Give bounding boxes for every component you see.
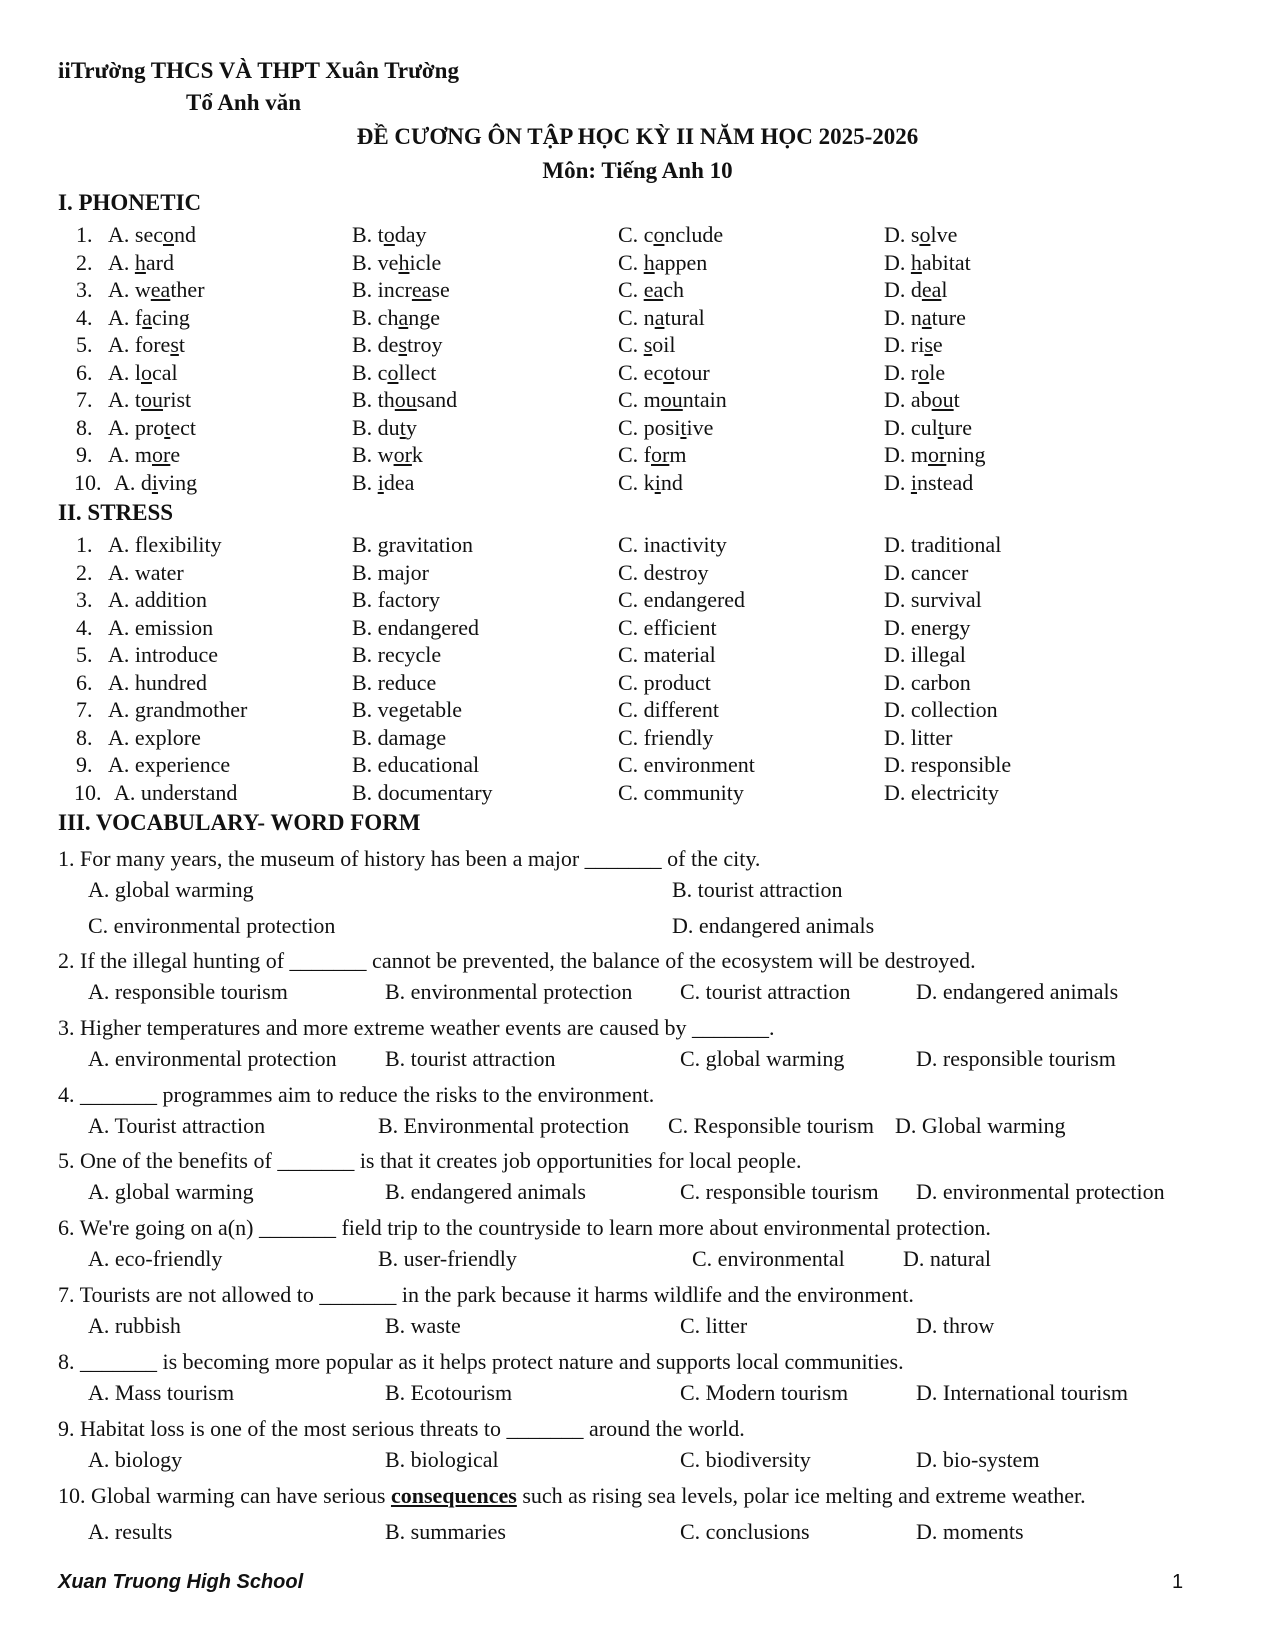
item-number: 10.: [74, 780, 102, 805]
phonetic-option: D. role: [884, 360, 946, 385]
stress-option: D. litter: [884, 725, 953, 750]
answer-option: B. tourist attraction: [672, 877, 843, 902]
phonetic-option: B. thousand: [352, 387, 458, 412]
underlined-sound: o: [653, 222, 665, 247]
answer-option: C. conclusions: [680, 1519, 810, 1544]
stress-option: A. experience: [108, 752, 231, 777]
answer-option: B. summaries: [385, 1519, 506, 1544]
question-text: 1. For many years, the museum of history has been a major _______ of the city.: [58, 846, 761, 871]
underlined-sound: h: [910, 250, 922, 275]
phonetic-option: C. mountain: [618, 387, 727, 412]
phonetic-option: A. local: [108, 360, 178, 385]
stress-option: B. vegetable: [352, 697, 462, 722]
phonetic-option: D. about: [884, 387, 960, 412]
answer-option: C. Modern tourism: [680, 1380, 849, 1405]
item-number: 8.: [76, 725, 93, 750]
stress-option: C. inactivity: [618, 532, 727, 557]
item-number: 9.: [76, 442, 93, 467]
stress-option: D. electricity: [884, 780, 999, 805]
stress-option: D. carbon: [884, 670, 971, 695]
section-stress-heading: II. STRESS: [58, 500, 174, 525]
stress-option: B. gravitation: [352, 532, 473, 557]
item-number: 3.: [76, 587, 93, 612]
underlined-sound: t: [164, 415, 171, 440]
answer-option: D. endangered animals: [916, 979, 1119, 1004]
phonetic-option: B. duty: [352, 415, 417, 440]
underlined-sound: or: [651, 442, 670, 467]
item-number: 5.: [76, 332, 93, 357]
underlined-sound: or: [928, 442, 947, 467]
underlined-sound: ou: [660, 387, 683, 412]
stress-option: C. efficient: [618, 615, 717, 640]
stress-option: A. grandmother: [108, 697, 248, 722]
stress-option: D. cancer: [884, 560, 969, 585]
stress-option: D. illegal: [884, 642, 966, 667]
underlined-sound: o: [141, 360, 152, 385]
stress-option: A. emission: [108, 615, 214, 640]
phonetic-option: D. solve: [884, 222, 958, 247]
underlined-sound: t: [399, 415, 406, 440]
stress-option: A. hundred: [108, 670, 207, 695]
stress-option: C. material: [618, 642, 716, 667]
answer-option: B. Ecotourism: [385, 1380, 513, 1405]
stress-option: B. major: [352, 560, 429, 585]
phonetic-option: A. protect: [108, 415, 196, 440]
answer-option: C. responsible tourism: [680, 1179, 879, 1204]
underlined-sound: a: [142, 305, 152, 330]
question-text: 2. If the illegal hunting of _______ cannot be prevented, the balance of the ecosystem will be destroyed.: [58, 948, 976, 973]
phonetic-option: B. today: [352, 222, 427, 247]
phonetic-option: D. rise: [884, 332, 943, 357]
phonetic-option: D. morning: [884, 442, 986, 467]
answer-option: C. global warming: [680, 1046, 845, 1071]
question-text: 5. One of the benefits of _______ is that it creates job opportunities for local people.: [58, 1148, 802, 1173]
phonetic-option: C. form: [618, 442, 687, 467]
stress-option: A. introduce: [108, 642, 218, 667]
underlined-sound: i: [377, 470, 384, 495]
stress-option: B. factory: [352, 587, 440, 612]
underlined-sound: s: [924, 332, 933, 357]
phonetic-option: C. positive: [618, 415, 714, 440]
answer-option: A. Tourist attraction: [88, 1113, 266, 1138]
phonetic-option: C. soil: [618, 332, 676, 357]
underlined-sound: s: [643, 332, 653, 357]
underlined-sound: i: [151, 470, 159, 495]
underlined-sound: s: [398, 332, 408, 357]
keyword-underlined: consequences: [390, 1483, 517, 1508]
stress-option: B. endangered: [352, 615, 480, 640]
underlined-sound: o: [162, 222, 174, 247]
stress-option: B. recycle: [352, 642, 442, 667]
phonetic-option: A. diving: [114, 470, 198, 495]
answer-option: B. biological: [385, 1447, 499, 1472]
phonetic-option: A. hard: [108, 250, 174, 275]
answer-option: D. bio-system: [916, 1447, 1040, 1472]
stress-option: C. endangered: [618, 587, 746, 612]
answer-option: A. biology: [88, 1447, 183, 1472]
school-name: iiTrường THCS VÀ THPT Xuân Trường: [58, 58, 459, 83]
underlined-sound: or: [152, 442, 171, 467]
stress-option: C. environment: [618, 752, 755, 777]
subject-title: Môn: Tiếng Anh 10: [542, 158, 733, 183]
underlined-sound: o: [387, 360, 399, 385]
answer-option: A. rubbish: [88, 1313, 181, 1338]
stress-option: A. understand: [114, 780, 238, 805]
phonetic-option: C. ecotour: [618, 360, 710, 385]
underlined-sound: ou: [931, 387, 954, 412]
answer-option: C. tourist attraction: [680, 979, 851, 1004]
phonetic-option: B. idea: [352, 470, 415, 495]
underlined-sound: a: [654, 305, 665, 330]
answer-option: B. tourist attraction: [385, 1046, 556, 1071]
stress-option: C. community: [618, 780, 744, 805]
item-number: 6.: [76, 670, 93, 695]
underlined-sound: h: [643, 250, 655, 275]
underlined-sound: or: [393, 442, 412, 467]
phonetic-option: D. habitat: [884, 250, 971, 275]
phonetic-option: B. work: [352, 442, 423, 467]
underlined-sound: a: [398, 305, 409, 330]
stress-option: A. addition: [108, 587, 207, 612]
answer-option: D. environmental protection: [916, 1179, 1165, 1204]
stress-option: D. energy: [884, 615, 971, 640]
underlined-sound: t: [937, 415, 944, 440]
phonetic-option: A. weather: [108, 277, 205, 302]
underlined-sound: o: [663, 360, 675, 385]
item-number: 6.: [76, 360, 93, 385]
question-text: 9. Habitat loss is one of the most serious threats to _______ around the world.: [58, 1416, 745, 1441]
answer-option: A. global warming: [88, 1179, 254, 1204]
underlined-sound: i: [654, 470, 661, 495]
item-number: 4.: [76, 305, 93, 330]
phonetic-option: A. more: [108, 442, 181, 467]
answer-option: B. waste: [385, 1313, 461, 1338]
underlined-sound: h: [398, 250, 410, 275]
answer-option: D. responsible tourism: [916, 1046, 1116, 1071]
phonetic-option: C. each: [618, 277, 684, 302]
stress-option: B. documentary: [352, 780, 493, 805]
item-number: 10.: [74, 470, 102, 495]
item-number: 7.: [76, 387, 93, 412]
item-number: 2.: [76, 560, 93, 585]
stress-option: A. explore: [108, 725, 201, 750]
answer-option: C. Responsible tourism: [668, 1113, 874, 1138]
phonetic-option: B. collect: [352, 360, 437, 385]
answer-option: D. throw: [916, 1313, 995, 1338]
underlined-sound: ou: [394, 387, 417, 412]
answer-option: A. responsible tourism: [88, 979, 288, 1004]
answer-option: A. environmental protection: [88, 1046, 337, 1071]
phonetic-option: D. nature: [884, 305, 966, 330]
answer-option: C. environmental: [692, 1246, 845, 1271]
answer-option: C. biodiversity: [680, 1447, 811, 1472]
answer-option: A. results: [88, 1519, 173, 1544]
stress-option: D. collection: [884, 697, 998, 722]
underlined-sound: o: [918, 360, 930, 385]
answer-option: C. litter: [680, 1313, 748, 1338]
phonetic-option: C. conclude: [618, 222, 724, 247]
answer-option: B. user-friendly: [378, 1246, 517, 1271]
phonetic-option: C. kind: [618, 470, 683, 495]
stress-option: A. water: [108, 560, 184, 585]
phonetic-option: B. change: [352, 305, 440, 330]
answer-option: C. environmental protection: [88, 913, 336, 938]
item-number: 5.: [76, 642, 93, 667]
answer-option: D. Global warming: [895, 1113, 1066, 1138]
underlined-sound: t: [680, 415, 687, 440]
underlined-sound: o: [919, 222, 931, 247]
underlined-sound: i: [910, 470, 918, 495]
item-number: 1.: [76, 532, 93, 557]
item-number: 3.: [76, 277, 93, 302]
item-number: 7.: [76, 697, 93, 722]
stress-option: A. flexibility: [108, 532, 222, 557]
underlined-sound: ea: [411, 277, 432, 302]
underlined-sound: ea: [150, 277, 171, 302]
document-title: ĐỀ CƯƠNG ÔN TẬP HỌC KỲ II NĂM HỌC 2025-2026: [356, 124, 919, 149]
stress-option: C. friendly: [618, 725, 714, 750]
phonetic-option: A. facing: [108, 305, 190, 330]
answer-option: A. Mass tourism: [88, 1380, 235, 1405]
question-text: 8. _______ is becoming more popular as it helps protect nature and supports local communities.: [58, 1349, 904, 1374]
answer-option: A. global warming: [88, 877, 254, 902]
answer-option: D. moments: [916, 1519, 1024, 1544]
underlined-sound: ea: [643, 277, 664, 302]
phonetic-option: B. vehicle: [352, 250, 442, 275]
stress-option: D. traditional: [884, 532, 1002, 557]
question-text: 3. Higher temperatures and more extreme weather events are caused by _______.: [58, 1015, 775, 1040]
phonetic-option: A. tourist: [108, 387, 192, 412]
phonetic-option: D. instead: [884, 470, 974, 495]
answer-option: D. International tourism: [916, 1380, 1129, 1405]
item-number: 8.: [76, 415, 93, 440]
phonetic-option: D. culture: [884, 415, 972, 440]
question-text: 4. _______ programmes aim to reduce the risks to the environment.: [58, 1082, 655, 1107]
underlined-sound: s: [170, 332, 179, 357]
item-number: 9.: [76, 752, 93, 777]
underlined-sound: ea: [921, 277, 942, 302]
department-name: Tổ Anh văn: [186, 90, 302, 115]
section-phonetic-heading: I. PHONETIC: [58, 190, 202, 215]
phonetic-option: B. increase: [352, 277, 450, 302]
answer-option: B. endangered animals: [385, 1179, 586, 1204]
stress-option: C. product: [618, 670, 711, 695]
item-number: 2.: [76, 250, 93, 275]
stress-option: D. responsible: [884, 752, 1012, 777]
phonetic-option: C. happen: [618, 250, 708, 275]
stress-option: D. survival: [884, 587, 982, 612]
answer-option: B. Environmental protection: [378, 1113, 630, 1138]
phonetic-option: D. deal: [884, 277, 948, 302]
question-text: 6. We're going on a(n) _______ field trip to the countryside to learn more about environmental protection.: [58, 1215, 991, 1240]
underlined-sound: h: [134, 250, 146, 275]
phonetic-option: C. natural: [618, 305, 705, 330]
phonetic-option: B. destroy: [352, 332, 443, 357]
phonetic-option: A. forest: [108, 332, 185, 357]
section-vocabulary-heading: III. VOCABULARY- WORD FORM: [58, 810, 421, 835]
phonetic-option: A. second: [108, 222, 196, 247]
stress-option: B. reduce: [352, 670, 437, 695]
item-number: 4.: [76, 615, 93, 640]
page-number: 1: [1172, 1571, 1184, 1593]
question-text: 7. Tourists are not allowed to _______ in the park because it harms wildlife and the environment.: [58, 1282, 914, 1307]
stress-option: B. educational: [352, 752, 480, 777]
stress-option: C. destroy: [618, 560, 709, 585]
underlined-sound: a: [921, 305, 932, 330]
stress-option: C. different: [618, 697, 720, 722]
answer-option: B. environmental protection: [385, 979, 633, 1004]
footer-school: Xuan Truong High School: [58, 1571, 304, 1593]
underlined-sound: ou: [141, 387, 163, 412]
question-text: 10. Global warming can have serious consequences such as rising sea levels, polar ice melting and extreme weather.: [58, 1483, 1086, 1508]
answer-option: A. eco-friendly: [88, 1246, 223, 1271]
stress-option: B. damage: [352, 725, 447, 750]
answer-option: D. natural: [903, 1246, 991, 1271]
item-number: 1.: [76, 222, 93, 247]
underlined-sound: o: [383, 222, 395, 247]
answer-option: D. endangered animals: [672, 913, 875, 938]
